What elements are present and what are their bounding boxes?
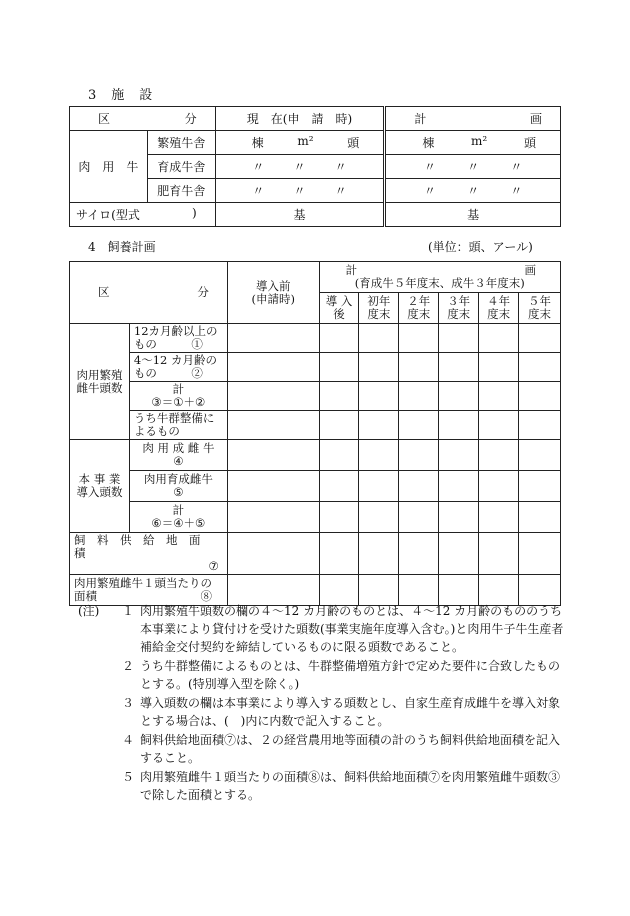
t2-cell [359,382,399,411]
section4-number: 4 [88,240,96,254]
t2-row-label: うち牛群整備に よるもの [129,411,227,440]
t2-cell [399,471,439,502]
t2-cell [519,440,561,471]
t2-cell [439,440,479,471]
t2-cell [359,575,399,606]
t1-row-current: 〃 〃 〃 [215,155,385,179]
t2-cell [227,382,319,411]
note-text: うち牛群整備によるものとは、牛群整備増殖方針で定めた要件に合致したものとする。(特別導入型を除く。) [140,659,561,691]
t2-cell [227,502,319,533]
note-number: ４ [122,733,135,747]
section3-title: 施 設 [111,88,154,103]
t2-row-label: 肉 用 成 雌 牛 ④ [129,440,227,471]
note-text: 飼料供給地面積⑦は、２の経営農用地等面積の計のうち飼料供給地面積を記入すること。 [140,733,561,765]
t1-group-label: 肉 用 牛 [70,131,148,203]
note-item [88,657,568,693]
t1-silo-current: 基 [215,203,385,227]
t2-cell [479,502,519,533]
t2-cell [439,353,479,382]
t2-header-before: 導入前 (申請時) [227,262,319,324]
t2-area-per-head-label: 肉用繁殖雌牛１頭当たりの 面積 ⑧ [70,575,228,606]
t2-cell [519,353,561,382]
t2-cell [227,533,319,575]
t2-cell [479,411,519,440]
t2-header-plan: 計 画 (育成牛５年度末、成牛３年度末) [319,262,560,293]
t2-year-col: 初年 度末 [359,293,399,324]
t2-cell [319,471,359,502]
t2-cell [479,440,519,471]
t2-header-kubun: 区 分 [70,262,228,324]
t2-cell [519,411,561,440]
note-number: ５ [122,770,135,784]
t2-cell [519,502,561,533]
t2-cell [359,411,399,440]
t1-row-current: 棟 m² 頭 [215,131,385,155]
t2-year-col: 導 入 後 [319,293,359,324]
t2-cell [227,471,319,502]
section3-heading [88,84,153,103]
t2-cell [399,324,439,353]
note-text: 肉用繁殖牛頭数の欄の４～12 カ月齢のものとは、４～12 カ月齢のもののうち本事業により貸付けを受けた頭数(事業実施年度導入含む。)と肉用牛子牛生産者補給金交付契約を締結しているものに限る頭数であること。 [140,604,564,654]
t2-year-col: ２年 度末 [399,293,439,324]
section4-heading [88,238,156,255]
t2-group1-label: 肉用繁殖 雌牛頭数 [70,324,130,440]
t2-cell [479,471,519,502]
t2-row-label: 計 ⑥＝④＋⑤ [129,502,227,533]
t2-feed-area-label: 飼 料 供 給 地 面 積 ⑦ [70,533,228,575]
t1-silo-label: サイロ(型式 ) [70,203,216,227]
t1-row-current: 〃 〃 〃 [215,179,385,203]
t2-cell [439,575,479,606]
t2-cell [479,533,519,575]
t2-cell [227,575,319,606]
note-number: ３ [122,696,135,710]
t2-cell [439,533,479,575]
t2-cell [319,324,359,353]
t2-cell [479,353,519,382]
t2-year-col: ３年 度末 [439,293,479,324]
t1-header-plan: 計 画 [385,107,561,131]
t2-cell [319,353,359,382]
t2-cell [359,324,399,353]
t2-cell [359,353,399,382]
t2-cell [439,502,479,533]
t2-cell [519,324,561,353]
note-item [88,768,568,804]
t2-cell [319,440,359,471]
t2-cell [359,502,399,533]
notes [78,602,568,805]
t2-cell [319,502,359,533]
t2-cell [319,533,359,575]
t2-cell [439,324,479,353]
t1-row-name: 繁殖牛舎 [147,131,215,155]
t2-row-label: 12カ月齢以上の もの ① [129,324,227,353]
t2-cell [227,440,319,471]
t2-cell [359,471,399,502]
t1-row-name: 肥育牛舎 [147,179,215,203]
note-item [88,731,568,767]
note-number: ２ [122,659,135,673]
t1-row-plan: 〃 〃 〃 [385,155,561,179]
feeding-plan-table [69,261,561,606]
t2-cell [519,533,561,575]
t2-cell [227,324,319,353]
t2-cell [479,324,519,353]
t1-silo-plan: 基 [385,203,561,227]
section4-title: 飼養計画 [107,240,156,254]
t2-year-col: ５年 度末 [519,293,561,324]
t2-cell [399,382,439,411]
t2-cell [479,575,519,606]
t2-cell [227,353,319,382]
section3-number: 3 [88,88,98,103]
t2-cell [319,575,359,606]
notes-label: (注) [78,604,100,618]
t1-header-kubun: 区 分 [70,107,216,131]
t2-cell [439,382,479,411]
t2-cell [399,440,439,471]
t2-cell [359,533,399,575]
t2-cell [399,411,439,440]
t2-cell [439,411,479,440]
t2-cell [359,440,399,471]
t2-cell [399,533,439,575]
t2-cell [519,382,561,411]
t2-row-label: 計 ③＝①＋② [129,382,227,411]
note-number: １ [122,604,135,618]
t2-cell [519,575,561,606]
t2-cell [519,471,561,502]
note-text: 肉用繁殖雌牛１頭当たりの面積⑧は、飼料供給地面積⑦を肉用繁殖雌牛頭数③で除した面積とする。 [140,770,561,802]
t1-row-plan: 〃 〃 〃 [385,179,561,203]
note-item [78,602,568,656]
t2-cell [399,575,439,606]
t2-cell [319,411,359,440]
note-text: 導入頭数の欄は本事業により導入する頭数とし、自家生産育成雌牛を導入対象とする場合は、( )内に内数で記入すること。 [140,696,561,728]
section4-unit: (単位：頭、アール) [428,240,533,254]
t2-group2-label: 本 事 業 導入頭数 [70,440,130,533]
t2-row-label: 肉用育成雌牛 ⑤ [129,471,227,502]
note-item [88,694,568,730]
t2-row-label: 4～12 カ月齢の もの ② [129,353,227,382]
t2-cell [227,411,319,440]
facilities-table [69,106,561,227]
t1-header-current: 現 在(申 請 時) [215,107,385,131]
t2-cell [479,382,519,411]
t2-cell [439,471,479,502]
t1-row-plan: 棟 m² 頭 [385,131,561,155]
t2-cell [399,353,439,382]
t2-year-col: ４年 度末 [479,293,519,324]
t2-cell [319,382,359,411]
t1-row-name: 育成牛舎 [147,155,215,179]
t2-cell [399,502,439,533]
